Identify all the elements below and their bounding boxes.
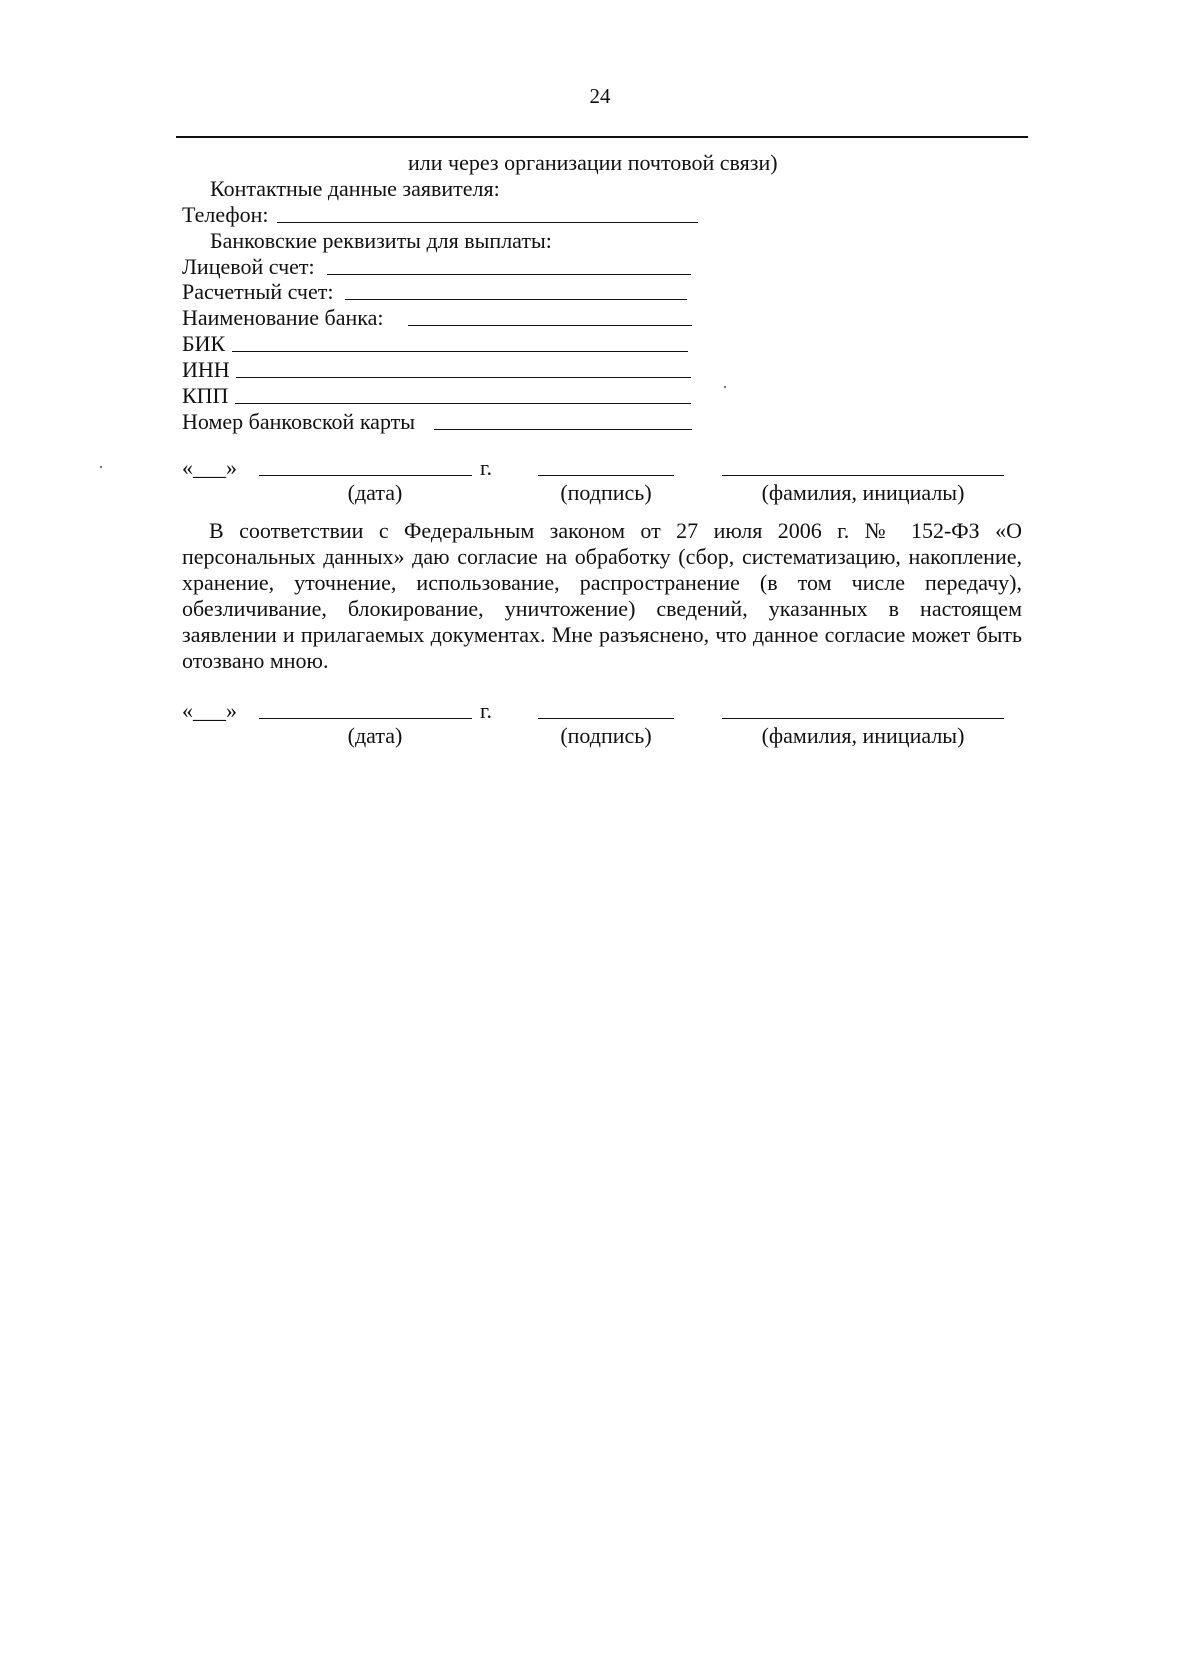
signature-caption-2: (подпись) xyxy=(560,723,652,748)
settlement-account-field[interactable] xyxy=(345,299,687,300)
consent-paragraph: В соответствии с Федеральным законом от 27 июля 2006 г. № 152-ФЗ «О персональных данных» даю согласие на обработку (сбор, систематизацию, накопление, хранение, уточнение, использование, распространение (в том числе передачу), обезличивание, блокирование, уничтожение) сведений, указанных в настоящем заявлении и прилагаемых документах. Мне разъяснено, что данное согласие может быть отозвано мною. xyxy=(182,518,1022,673)
phone-field[interactable] xyxy=(277,222,698,223)
settlement-account-label: Расчетный счет: xyxy=(182,279,334,304)
page-number: 24 xyxy=(589,84,611,108)
date-day-blank-2[interactable]: «___» xyxy=(182,698,237,723)
top-rule xyxy=(176,136,1028,138)
scan-speck xyxy=(100,466,102,468)
year-suffix-2: г. xyxy=(480,698,493,723)
bank-heading: Банковские реквизиты для выплаты: xyxy=(210,228,552,253)
scan-speck xyxy=(724,386,726,388)
signature-caption-1: (подпись) xyxy=(560,480,652,505)
date-caption-1: (дата) xyxy=(347,480,403,505)
bank-name-field[interactable] xyxy=(408,325,692,326)
date-month-field-2[interactable] xyxy=(259,718,472,719)
kpp-field[interactable] xyxy=(235,403,691,404)
continuation-text: или через организации почтовой связи) xyxy=(408,150,778,175)
date-caption-2: (дата) xyxy=(347,723,403,748)
signature-field-1[interactable] xyxy=(538,475,674,476)
name-field-2[interactable] xyxy=(722,718,1004,719)
date-month-field-1[interactable] xyxy=(259,475,472,476)
bik-label: БИК xyxy=(182,331,226,356)
name-caption-1: (фамилия, инициалы) xyxy=(761,480,965,505)
name-field-1[interactable] xyxy=(722,475,1004,476)
card-number-field[interactable] xyxy=(434,429,692,430)
contact-heading: Контактные данные заявителя: xyxy=(210,176,500,201)
name-caption-2: (фамилия, инициалы) xyxy=(761,723,965,748)
date-day-blank-1[interactable]: «___» xyxy=(182,455,237,480)
phone-label: Телефон: xyxy=(182,202,269,227)
signature-field-2[interactable] xyxy=(538,718,674,719)
inn-field[interactable] xyxy=(236,377,691,378)
kpp-label: КПП xyxy=(182,383,229,408)
card-number-label: Номер банковской карты xyxy=(182,409,416,434)
personal-account-field[interactable] xyxy=(327,274,691,275)
personal-account-label: Лицевой счет: xyxy=(182,254,315,279)
bik-field[interactable] xyxy=(232,351,688,352)
bank-name-label: Наименование банка: xyxy=(182,305,384,330)
inn-label: ИНН xyxy=(182,357,230,382)
year-suffix-1: г. xyxy=(480,455,493,480)
